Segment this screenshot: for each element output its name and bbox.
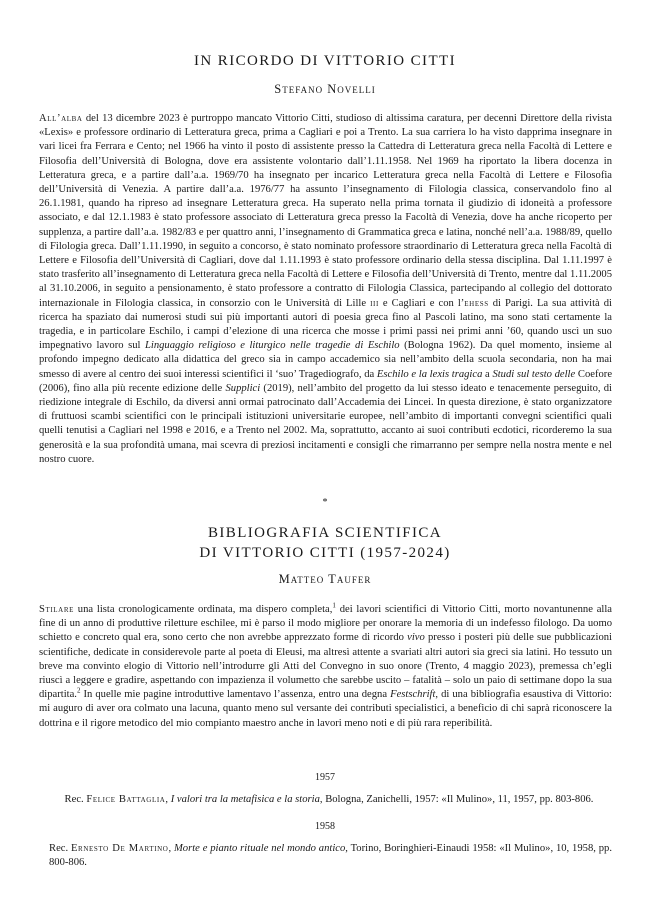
memorial-text-5: a [482,368,493,380]
roman-numeral: iii [370,297,379,309]
section-separator: * [322,497,328,508]
bibliography-text-2: dei lavori scientifici di Vittorio Citti, morto novantunenne alla fine di un anno di produttive riletture eschilee, mi è parso il modo migliore per onorare la memoria di un indefesso filologo. Da uomo schietto e concreto qual era, sono certo che non avrebbe apprezzato forme di ricordo [39,604,612,644]
entry-title: Morte e pianto rituale nel mondo antico [173,843,346,854]
entry-author: Ernesto De Martino [70,843,169,854]
entry-title: I valori tra la metafisica e la storia [170,794,320,805]
entry-prefix: Rec. [49,843,71,854]
memorial-text-4: (Bologna 1962). Da quel momento, insieme al profondo impegno dedicato alla didattica del greco sia in campo accademico sia nell’ambito della scuola secondaria, non ha mai smesso di avere al centro dei suoi interessi scientifici il ‘suo’ Tragediografo, da [39,340,612,380]
bibliography-paragraph [39,603,612,731]
entry-details: , Bologna, Zanichelli, 1957: «Il Mulino», 11, 1957, pp. 803-806. [319,794,594,805]
memorial-lead-word: All’alba [39,113,83,124]
memorial-paragraph [39,112,612,467]
footnote-marker-1[interactable]: 1 [332,601,336,610]
book-title-studi: Studi sul testo delle [492,368,576,380]
entry-author: Felice Battaglia [86,794,166,805]
ehess-abbr: ehess [464,297,489,309]
italic-festschrift: Festschrift [390,689,436,701]
bibliography-text-1: una lista cronologicamente ordinata, ma dispero completa, [73,604,333,615]
bibliography-author: Matteo Taufer [278,572,372,586]
memorial-title: IN RICORDO DI VITTORIO CITTI [194,53,456,69]
footnote-marker-2[interactable]: 2 [76,686,81,695]
entry-details: , Torino, Boringhieri-Einaudi 1958: «Il Mulino», 10, 1958, pp. 800-806. [49,843,612,869]
year-heading-1957: 1957 [315,772,335,783]
bibliography-lead-word: Stilare [39,604,74,615]
book-title-linguaggio: Linguaggio religioso e liturgico nelle tragedie di Eschilo [145,340,400,352]
bibliography-entry: Rec. Felice Battaglia, I valori tra la metafisica e la storia, Bologna, Zanichelli, 1957: «Il Mulino», 11, 1957, pp. 803-806. [64,794,594,805]
bibliography-entry: Rec. Ernesto De Martino, Morte e pianto rituale nel mondo antico, Torino, Boringhieri-Einaudi 1958: «Il Mulino», 10, 1958, pp. 800-806. [49,843,612,869]
memorial-author: Stefano Novelli [274,82,376,96]
book-title-eschilo-lexis: Eschilo e la lexis tragica [376,368,483,380]
memorial-text-6: Coefore (2006), fino alla più recente edizione delle [39,368,613,394]
bibliography-title-line-1: BIBLIOGRAFIA SCIENTIFICA [207,525,443,541]
italic-vivo: vivo [407,632,425,644]
bibliography-text-5: , di una bibliografia esaustiva di Vittorio: mi auguro di aver ora colmato una lacuna, quanto meno sul versante dei contributi specialistici, a beneficio di chi saprà riconoscere la dottrina e il rigore metodico del mio compianto maestro anche in lavori meno noti e di più rara reperibilità. [39,689,612,729]
bibliography-text-4: In quelle mie pagine introduttive lamentavo l’assenza, entro una degna [80,689,391,701]
bibliography-title-line-2: DI VITTORIO CITTI (1957-2024) [199,545,451,561]
book-title-supplici: Supplici [225,382,261,394]
memorial-text-2: e Cagliari e con l’ [378,297,465,309]
memorial-text-3: di Parigi. La sua attività di ricerca ha spaziato dai numerosi studi sui più importanti autori di poesia greca fino al Pascoli latino, ma sono stati certamente la tragedia, e in particolare Eschilo, i campi d’elezione di una ricerca che mosse i primi passi nei primi anni ’60, quando uscì un suo impegnativo lavoro sul [39,297,612,352]
memorial-text-7: (2019), nell’ambito del progetto da lui stesso ideato e tenacemente perseguito, di riedizione integrale di Eschilo, da diversi anni ormai patrocinato dall’Accademia dei Lincei. In questa direzione, è stato organizzatore di fruttuosi scambi scientifici con le principali istituzioni universitarie europee, nell’ambito di importanti convegni scientifici quali quelli tenutisi a Cagliari nel 1998 e 2016, e a Trento nel 2002. Ma, soprattutto, accanto ai suoi contributi ecdotici, ricorderemo la sua generosità e la sua profondità umana, mai scevra di preziosi incitamenti e consigli che rimarranno per sempre nella nostra mente e nel nostro cuore. [39,382,612,465]
entry-prefix: Rec. [64,794,87,805]
year-heading-1958: 1958 [315,821,335,832]
bibliography-text-3: presso i posteri più delle sue pubblicazioni scientifiche, dedicate in considerevole parte al poeta di Eleusi, ma altresì attente a svariati altri autori sia greci sia latini. Ho tessuto un breve ma convinto elogio di Vittorio nell’introdurre gli Atti del Convegno in suo onore (Trento, 4 maggio 2023), premessa ch’egli riuscì a leggere e gradire, aspettando con impazienza il volumetto che sarebbe uscito – fatalità – solo un paio di settimane dopo la sua dipartita. [39,632,612,701]
memorial-text-1: del 13 dicembre 2023 è purtroppo mancato Vittorio Citti, studioso di altissima caratura, per decenni Direttore della rivista «Lexis» e professore ordinario di Letteratura greca, prima a Cagliari e poi a Trento. La sua carriera lo ha visto dapprima insegnare in vari licei fra Ferrara e Cento; nel 1966 ha vinto il posto di assistente presso la Cattedra di Letteratura greca nella Facoltà di Lettere e Filosofia dell’Università di Bologna, dove era assistente volontario dall’1.11.1958. Nel 1969 ha riportato la libera docenza in Letteratura greca, e a partire dall’a.a. 1969/70 ha insegnato per incarico Letteratura greca nella Facoltà di Lettere e Filosofia dell’Università di Venezia. A partire dall’a.a. 1976/77 ha assunto l’insegnamento di Filologia classica, conservandolo fino al 26.1.1981, quando ha ripreso ad insegnare Letteratura greca. Ha superato nella prima tornata il giudizio di idoneità a professore associato, e dal 12.1.1983 è stato professore associato di Letteratura greca presso la Facoltà di Venezia, dove ha anche ricoperto per supplenza, a partire dall’a.a. 1982/83 e per quattro anni, l’insegnamento di Grammatica greca e latina, nonché nell’a.a. 1988/89, quello di Filologia greca. Dall’1.11.1990, in seguito a concorso, è stato nominato professore straordinario di Letteratura greca nella Facoltà di Lettere e Filosofia dell’Università di Cagliari, dove dal 1.11.1993 è stato professore ordinario della stessa disciplina. Dal 1.11.1997 è stato trasferito all’insegnamento di Letteratura greca nella Facoltà di Lettere e Filosofia dell’Università di Trento, mentre dal 1.11.2005 al 31.10.2006, in seguito a pensionamento, è stato professore a contratto di Filologia Classica, partecipando al collegio del dottorato internazionale in Filologia classica, in consorzio con le Università di Lille [39,113,612,309]
